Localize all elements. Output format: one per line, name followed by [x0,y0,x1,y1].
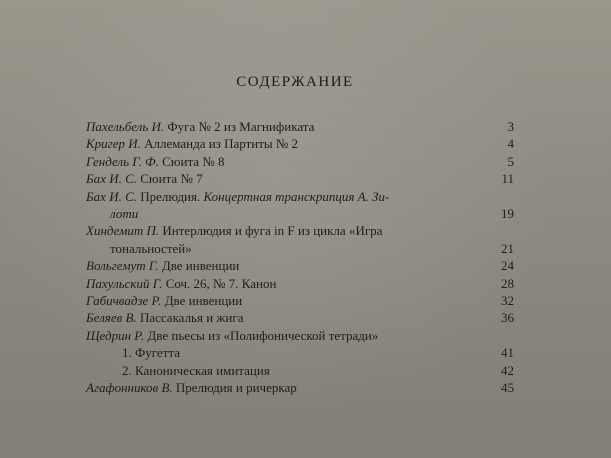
entry-author: Бах И. С. [86,171,137,187]
entry-author: Кригер И. [86,136,141,152]
table-of-contents [86,118,514,397]
entry-title: Интерлюдия и фуга in F из цикла «Игра [162,223,383,239]
toc-entry [86,309,514,326]
entry-author: Хиндемит П. [86,223,160,239]
entry-author: Пахельбель И. [86,119,165,134]
entry-author: Габичвадзе Р. [86,293,162,309]
toc-entry [86,222,514,257]
entry-author: Бах И. С. [86,188,137,204]
entry-author: Вольгемут Г. [86,258,159,274]
entry-title: 2. Каноническая имитация [122,362,270,378]
entry-text [86,135,298,152]
entry-author: Щедрин Р. [86,327,145,343]
entry-title: Прелюдия. [140,188,201,204]
toc-entry [86,170,514,187]
entry-text [86,153,224,170]
toc-entry [86,327,514,344]
entry-page-number: 36 [501,310,514,326]
entry-text [86,309,243,326]
entry-text [86,327,378,344]
entry-text [86,188,389,223]
entry-title: Фуга № 2 из Магнификата [167,119,315,134]
entry-title: Две пьесы из «Полифонической тетради» [147,327,379,343]
entry-title: 1. Фугетта [122,345,180,361]
entry-page-number: 11 [501,171,514,187]
entry-text [86,257,239,274]
entry-text [86,222,382,257]
entry-text [86,292,242,309]
toc-entry [86,118,514,135]
entry-text [86,362,270,379]
entry-author: Беляев В. [86,310,137,326]
entry-title: Пассакалья и жига [139,310,244,326]
entry-title: Соч. 26, № 7. Канон [165,275,277,291]
entry-page-number: 4 [507,136,514,152]
entry-text [86,379,297,396]
entry-page-number: 3 [507,119,514,134]
entry-page-number: 19 [501,206,514,222]
entry-text [86,275,276,292]
entry-title-continuation: лоти [110,206,139,222]
entry-page-number: 21 [501,240,514,256]
entry-page-number: 32 [501,293,514,309]
toc-entry [86,188,514,223]
page-title: СОДЕРЖАНИЕ [236,74,354,90]
entry-text [86,118,314,135]
toc-subentry [86,362,514,379]
toc-entry [86,153,514,170]
entry-title: Две инвенции [161,258,240,274]
toc-entry [86,257,514,274]
entry-title: Сюита № 7 [140,171,203,187]
entry-title-continuation: тональностей» [110,240,192,256]
toc-subentry [86,344,514,361]
toc-entry [86,135,514,152]
entry-page-number: 41 [501,345,514,361]
entry-text [86,170,203,187]
entry-page-number: 5 [507,153,514,169]
entry-text [86,344,180,361]
entry-title: Прелюдия и ричеркар [175,380,297,396]
entry-author: Пахульский Г. [86,275,163,291]
toc-entry [86,275,514,292]
entry-author: Агафонников В. [86,380,173,396]
entry-title: Аллеманда из Партиты № 2 [144,136,299,152]
entry-page-number: 28 [501,275,514,291]
entry-title-italic: Концертная транскрипция А. Зи- [203,188,390,204]
entry-title: Две инвенции [164,293,243,309]
entry-author: Гендель Г. Ф. [86,153,159,169]
entry-page-number: 42 [501,362,514,378]
entry-title: Сюита № 8 [162,153,225,169]
toc-entry [86,379,514,396]
entry-page-number: 24 [501,258,514,274]
toc-entry [86,292,514,309]
entry-page-number: 45 [501,380,514,396]
